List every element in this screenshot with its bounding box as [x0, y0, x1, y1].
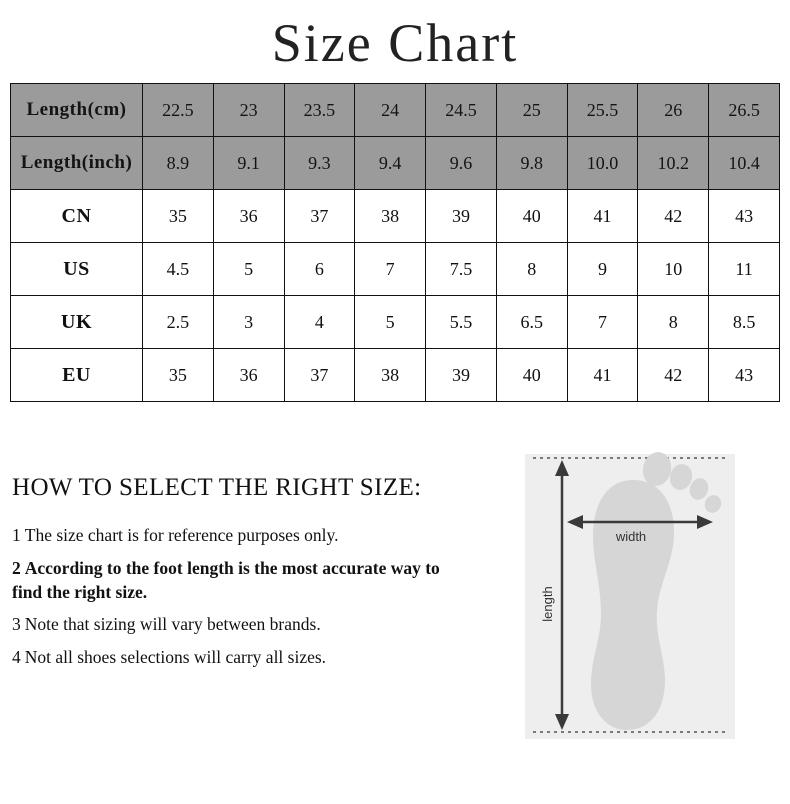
list-item-number: 1: [12, 525, 21, 546]
cell: 8: [638, 296, 709, 349]
row-label-length-inch: Length(inch): [11, 137, 143, 190]
cell: 38: [355, 190, 426, 243]
list-item-text: According to the foot length is the most accurate way to find the right size.: [12, 558, 440, 602]
cell: 36: [213, 349, 284, 402]
cell: 23: [213, 84, 284, 137]
cell: 39: [426, 190, 497, 243]
cell: 10: [638, 243, 709, 296]
cell: 10.4: [709, 137, 780, 190]
list-item: [12, 557, 472, 604]
cell: 9.1: [213, 137, 284, 190]
cell: 38: [355, 349, 426, 402]
cell: 36: [213, 190, 284, 243]
cell: 5: [355, 296, 426, 349]
page-title: Size Chart: [271, 13, 519, 73]
cell: 22.5: [143, 84, 214, 137]
row-label-uk: UK: [11, 296, 143, 349]
table-row: [11, 349, 780, 402]
list-item: [12, 613, 472, 637]
cell: 9.4: [355, 137, 426, 190]
table-row: [11, 84, 780, 137]
cell: 10.2: [638, 137, 709, 190]
list-item-text: Note that sizing will vary between brands.: [24, 614, 321, 635]
cell: 8: [496, 243, 567, 296]
list-item: [12, 646, 472, 670]
table-row: [11, 137, 780, 190]
cell: 26: [638, 84, 709, 137]
table-row: [11, 190, 780, 243]
foot-measurement-diagram: [505, 444, 755, 754]
size-table-container: [0, 83, 790, 402]
bottom-section: [0, 444, 790, 764]
cell: 8.5: [709, 296, 780, 349]
list-item-text: Not all shoes selections will carry all sizes.: [24, 646, 327, 667]
cell: 11: [709, 243, 780, 296]
size-chart-table: [10, 83, 780, 402]
cell: 10.0: [567, 137, 638, 190]
cell: 3: [213, 296, 284, 349]
cell: 7: [567, 296, 638, 349]
size-chart-page: [0, 14, 790, 804]
table-row: [11, 296, 780, 349]
cell: 40: [496, 190, 567, 243]
cell: 5.5: [426, 296, 497, 349]
row-label-eu: EU: [11, 349, 143, 402]
cell: 43: [709, 190, 780, 243]
cell: 42: [638, 190, 709, 243]
row-label-cn: CN: [11, 190, 143, 243]
cell: 5: [213, 243, 284, 296]
cell: 25.5: [567, 84, 638, 137]
cell: 9: [567, 243, 638, 296]
cell: 9.6: [426, 137, 497, 190]
cell: 43: [709, 349, 780, 402]
cell: 26.5: [709, 84, 780, 137]
cell: 41: [567, 349, 638, 402]
length-label: length: [540, 586, 555, 623]
cell: 39: [426, 349, 497, 402]
cell: 7: [355, 243, 426, 296]
cell: 25: [496, 84, 567, 137]
cell: 7.5: [426, 243, 497, 296]
cell: 35: [143, 190, 214, 243]
cell: 41: [567, 190, 638, 243]
cell: 4: [284, 296, 355, 349]
table-row: [11, 243, 780, 296]
cell: 40: [496, 349, 567, 402]
how-to-heading: HOW TO SELECT THE RIGHT SIZE:: [12, 474, 422, 502]
list-item-text: The size chart is for reference purposes only.: [24, 525, 339, 546]
list-item-number: 4: [12, 646, 21, 667]
list-item-number: 2: [12, 558, 21, 579]
cell: 9.3: [284, 137, 355, 190]
cell: 6.5: [496, 296, 567, 349]
cell: 6: [284, 243, 355, 296]
row-label-length-cm: Length(cm): [11, 84, 143, 137]
cell: 24.5: [426, 84, 497, 137]
how-to-list: [12, 524, 472, 669]
cell: 23.5: [284, 84, 355, 137]
cell: 37: [284, 190, 355, 243]
row-label-us: US: [11, 243, 143, 296]
cell: 37: [284, 349, 355, 402]
how-to-select-block: [12, 474, 472, 678]
cell: 24: [355, 84, 426, 137]
list-item: [12, 524, 472, 548]
cell: 8.9: [143, 137, 214, 190]
cell: 42: [638, 349, 709, 402]
cell: 35: [143, 349, 214, 402]
list-item-number: 3: [12, 614, 21, 635]
cell: 4.5: [143, 243, 214, 296]
cell: 9.8: [496, 137, 567, 190]
width-label: width: [615, 529, 647, 545]
cell: 2.5: [143, 296, 214, 349]
